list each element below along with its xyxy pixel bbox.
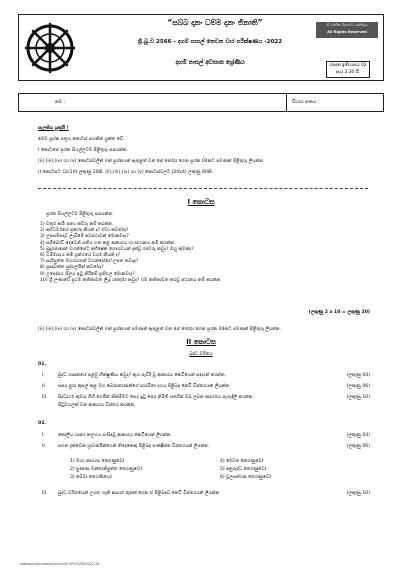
name-row [18, 93, 384, 112]
part1-title: I කොටස [187, 198, 215, 206]
question-6: 6) ධම්මපදය නම් ග්‍රන්ථයේ වර්ග කීයක් ද? [40, 253, 121, 259]
question-4: 4) සම්බෝධි දෙවෙනි සතිය ගත කළ ආකාරය හා ස්ථානය නම් කරන්න. [40, 240, 176, 246]
name-label: නම : [55, 100, 66, 105]
q2-options-left [70, 458, 142, 482]
question-3: 3) උපසම්පදාව ලැබීමේ අවස්ථාවන් මොනවාද? [40, 234, 129, 240]
part1-subtitle: ප්‍රශ්න සියල්ලටම පිළිතුරු සපයන්න. [46, 212, 114, 217]
instruction-item-3: (ii),(iii),(iv) හා (v) කොටස්වලින් එක් ප්‍රශ්නයක් ඇතුළත් වන සේ තෝරා ගෙන ප්‍රශ්න 04කට පමණක් පිළිතුරු ලියන්න. [38, 159, 265, 164]
question-5: 5) බුදුරජාණන් වහන්සේට අභිෂේක ගෞරවයන් දැක්වූ රජවරු කවුද? ඔහු කුමක්ද? [40, 246, 194, 252]
q1-item-1-marks: (ලකුණු 04) [346, 373, 370, 378]
q2-item-2-marks: (ලකුණු 06) [346, 444, 370, 449]
q2-options-right [220, 458, 271, 482]
instructions-title: සැලකිය යුතුයි ! [38, 126, 69, 131]
q2-item-2-text: පහත දැක්වෙන ශ්‍රාවකයින්ගෙන් තිදෙනෙකු පිළිබඳ සංක්ෂිප්ත විස්තරයක් ලියන්න. [58, 444, 210, 449]
part2-title: II කොටස [186, 338, 216, 346]
question-8: 8) ප්‍රඥාවන්ත පුද්ගලයින් කවරේද? [40, 265, 104, 271]
q1-item-3-marks: (ලකුණු 10) [346, 395, 370, 400]
copyright-line-2: All Rights Reserved [327, 30, 367, 34]
q1-item-1-roman: I. [42, 373, 45, 378]
question-9: 9) උපෝසථ සීලය ඉටු කිරීමේ ප්‍රතිඵල මොනවාද? [40, 271, 135, 277]
q2-option-4: 4) රේවත තෙරණුවෝ [220, 459, 264, 464]
q1-item-2-marks: (ලකුණු 06) [346, 384, 370, 389]
q2-option-3: 3) ඛේමා තෙරණියෝ [70, 475, 112, 480]
q2-item-2-roman: II. [42, 444, 47, 449]
question-7: 7) සාරිපුත්ත මහරහතන් වහන්සේගේ උපත කවදාද? [40, 259, 139, 265]
q1-item-2-text: සසර පුරා කුසල් කළ මහ බෝසතාණන්ගේ පාරමිතා දහය පිළිබඳ කෙටි විස්තරයක් ලියන්න. [58, 384, 231, 389]
separator-line [38, 188, 368, 189]
part-selection-note: (ii),(iii),(iv) හා (v) කොටස්වලින් එක් ප්‍රශ්නයක් පමණක් ඇතුළත් වන සේ තෝරා ගෙන ප්‍රශ්න 04කට පමණක් පිළිතුරු ලියන්න. [38, 327, 282, 332]
q2-item-1-text: කෝලිය ශාක්‍ය කලහය සංසිඳවූ ආකාරය කෙටියෙන් ලියන්න. [58, 433, 172, 438]
question-10: 10) ශ්‍රී ලංකාවේ ප්‍රථම කතිකාවත ලියූ රජතුමා කවුද? එම කතිකාවත කරවූ ස්ථානය නම් කරන්න. [40, 277, 222, 283]
dharma-wheel-logo [24, 18, 76, 78]
question-2: 2) අභිධර්මයේ ප්‍රභේද කීයක් ද? ඒවා කවරේද? [40, 228, 129, 234]
copyright-line-1: © ජාතික ශිෂ්‍යත්ව කේන්ද්‍රය [326, 23, 368, 27]
q2-number: 02. [38, 421, 47, 426]
grade-line: දහම් පාසල් අවසාන ශ්‍රේණිය [175, 60, 245, 66]
paper-info-box [326, 61, 370, 78]
question-1: 1) චතුර් ආර්‍ය සත්‍ය කව්රු නම් කරන්න. [40, 222, 114, 227]
name-divider [286, 93, 287, 112]
q2-option-6: 6) චූලපන්ථක තෙරණුවෝ [220, 475, 271, 480]
q2-item-1-marks: (ලකුණු 04) [346, 433, 370, 438]
q2-option-2: 2) පුණ්ණ මන්තානිපුත්ත තෙරණුවෝ [70, 467, 142, 472]
q1-item-3-roman: III. [42, 395, 48, 400]
instruction-item-4: (I කොටසට (2x10) ලකුණු 20කි. (ii),(iii),(iv) හා (v) කොටස්වලට (20x4) ලකුණු 80කි. [38, 170, 214, 175]
q2-item-3-marks: (ලකුණු 10) [346, 491, 370, 496]
part1-marks: (ලකුණු 2 x 10 = ලකුණු 20) [308, 310, 370, 315]
copyright-badge [316, 22, 378, 38]
q2-item-3-roman: III. [42, 491, 48, 496]
footer-code: rodlogsl/udry/eda/xeyce/rotl/t/ SP/LTS/90/2022-18 [20, 562, 100, 566]
q2-option-5: 5) අනුරුද්ධ තෙරණුවෝ [220, 467, 267, 472]
part1-questions [40, 222, 222, 284]
paper-time: පැය 2.30 යි. [335, 70, 361, 75]
instruction-item-2: I කොටසේ ප්‍රශ්න සියල්ලටම පිළිතුරු සපයන්න. [38, 148, 128, 153]
q1-item-2-roman: II. [42, 384, 47, 389]
q2-item-3-text: බුද්ධ චරිතයෙන් උගත හැකි ආදර්ශ තුනක් ගෙන ඒ පිළිබඳව කෙටි විස්තරයක් ලියන්න. [58, 491, 221, 496]
q1-item-3-text: සිද්ධාර්ථ කුමරු ගිහි ගෙයින් නික්මීමට පෙර දුටු පෙර නිමිති සතරින් ඔබ ලබන ආදර්ශය පැහැදිලි කරන්න. [58, 395, 254, 400]
q1-item-3-tail: පිටුවහලක් වන ආකාරය විස්තර කරන්න. [58, 403, 136, 408]
header-title: “සබ්බ දානං ධම්ම දානං ජිනාති” [167, 18, 263, 27]
q1-item-1-text: බුද්ධ ශාසනයේ පළමු භික්ෂුණිය කවුද? ඇය පැවිදි වූ ආකාරය කෙටියෙන් සඳහන් කරන්න. [58, 373, 227, 378]
paper-label: ශාසන ඉතිහාසය 02 [329, 63, 367, 68]
exam-number-label: විභාග අංකය : [292, 100, 320, 105]
q2-item-1-roman: I. [42, 433, 45, 438]
q2-option-1: 1) මහා කාශ්‍යප තෙරණුවෝ [70, 459, 125, 464]
q1-number: 01. [38, 362, 47, 367]
part2-subtitle: බුද්ධ චරිතය [189, 352, 213, 357]
instruction-item-1: මෙම ප්‍රශ්න පත්‍රය කොටස් පහකින් යුක්ත වේ. [38, 137, 125, 142]
exam-line: ශ්‍රී.බු.ව 2566 - දහම් පාසල් තෙවන වාර පරීක්ෂණය -2022 [137, 39, 283, 45]
